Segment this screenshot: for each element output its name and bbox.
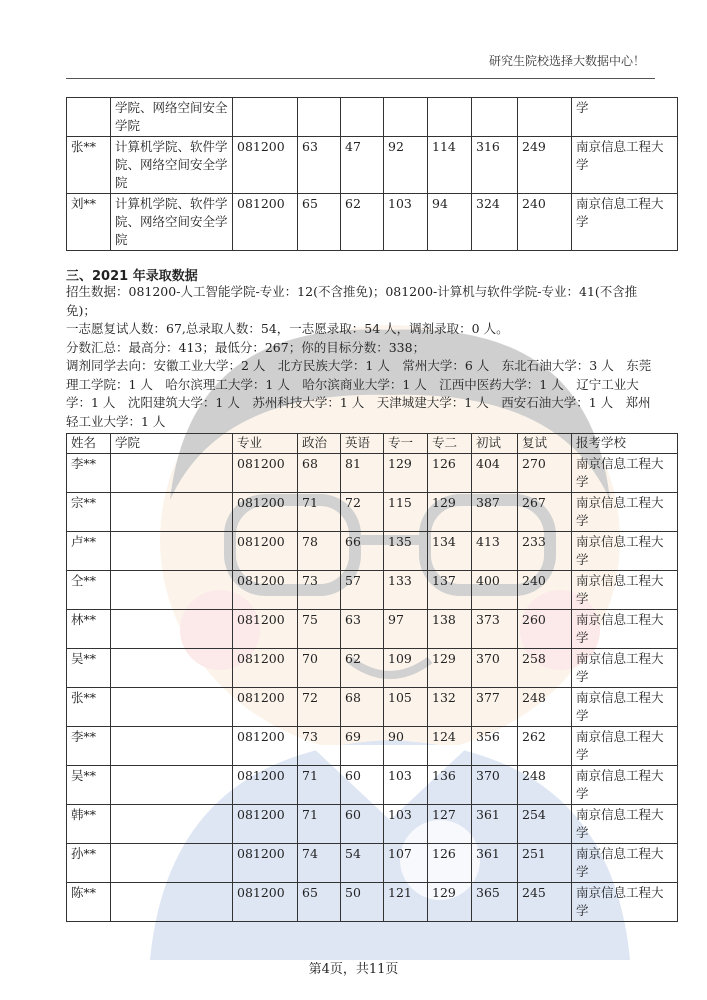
cell-subj2: 94 — [428, 194, 472, 251]
cell-english: 72 — [341, 493, 384, 532]
cell-subj1: 133 — [384, 571, 428, 610]
cell-college — [111, 493, 233, 532]
cell-major: 081200 — [233, 571, 298, 610]
cell-major: 081200 — [233, 883, 298, 922]
cell-politics: 70 — [298, 649, 341, 688]
cell-subj1: 103 — [384, 194, 428, 251]
table-row — [67, 493, 678, 532]
score-summary-line: 分数汇总：最高分：413；最低分：267；你的目标分数：338； — [66, 339, 426, 355]
cell-initial: 初试 — [472, 434, 518, 454]
cell-name: 刘** — [67, 194, 111, 251]
table-row — [67, 844, 678, 883]
header-divider — [66, 78, 655, 79]
cell-initial: 373 — [472, 610, 518, 649]
cell-college: 计算机学院、软件学院、网络空间安全学院 — [111, 137, 233, 194]
cell-name: 宗** — [67, 493, 111, 532]
cell-english: 60 — [341, 766, 384, 805]
cell-name: 陈** — [67, 883, 111, 922]
cell-subj1: 92 — [384, 137, 428, 194]
cell-school: 南京信息工程大学 — [572, 137, 678, 194]
page-footer: 第4页，共11页 — [308, 962, 399, 977]
cell-politics: 71 — [298, 805, 341, 844]
cell-politics: 71 — [298, 493, 341, 532]
cell-retest: 254 — [518, 805, 572, 844]
cell-school: 南京信息工程大学 — [572, 805, 678, 844]
cell-school: 学 — [572, 98, 678, 137]
cell-politics: 68 — [298, 454, 341, 493]
cell-initial — [472, 98, 518, 137]
table-row — [67, 571, 678, 610]
cell-major: 081200 — [233, 493, 298, 532]
cell-major: 081200 — [233, 454, 298, 493]
cell-school: 南京信息工程大学 — [572, 194, 678, 251]
cell-subj2: 137 — [428, 571, 472, 610]
cell-english — [341, 98, 384, 137]
cell-politics — [298, 98, 341, 137]
cell-major: 081200 — [233, 688, 298, 727]
cell-retest: 233 — [518, 532, 572, 571]
cell-initial: 361 — [472, 844, 518, 883]
cell-retest: 251 — [518, 844, 572, 883]
cell-initial: 404 — [472, 454, 518, 493]
cell-english: 62 — [341, 649, 384, 688]
cell-english: 68 — [341, 688, 384, 727]
table-row — [67, 805, 678, 844]
cell-politics: 73 — [298, 571, 341, 610]
cell-major: 081200 — [233, 805, 298, 844]
header-note: 研究生院校选择大数据中心！ — [488, 54, 645, 68]
cell-english: 81 — [341, 454, 384, 493]
cell-major: 081200 — [233, 727, 298, 766]
section-info — [66, 283, 656, 431]
cell-name: 李** — [67, 454, 111, 493]
cell-initial: 370 — [472, 766, 518, 805]
cell-initial: 365 — [472, 883, 518, 922]
cell-name: 李** — [67, 727, 111, 766]
cell-major: 081200 — [233, 194, 298, 251]
cell-name: 吴** — [67, 649, 111, 688]
cell-school: 南京信息工程大学 — [572, 610, 678, 649]
cell-name: 仝** — [67, 571, 111, 610]
cell-initial: 356 — [472, 727, 518, 766]
cell-college — [111, 883, 233, 922]
cell-english: 47 — [341, 137, 384, 194]
cell-initial: 370 — [472, 649, 518, 688]
table-row — [67, 883, 678, 922]
cell-major: 081200 — [233, 766, 298, 805]
cell-subj2: 127 — [428, 805, 472, 844]
cell-retest: 260 — [518, 610, 572, 649]
cell-english: 54 — [341, 844, 384, 883]
cell-major: 专业 — [233, 434, 298, 454]
cell-english: 英语 — [341, 434, 384, 454]
transfer-destination-line: 调剂同学去向：安徽工业大学：2 人 北方民族大学：1 人 常州大学：6 人 东北石油大学：3 人 东莞理工学院：1 人 哈尔滨理工大学：1 人 哈尔滨商业大学：1 人 江西中医药大学：1 人 辽宁工业大学：1 人 沈阳建筑大学：1 人 苏州科技大学：1 人 天津城建大学：1 人 西安石油大学：1 人 郑州轻工业大学：1 人 — [66, 358, 652, 429]
table-row — [67, 766, 678, 805]
cell-retest — [518, 98, 572, 137]
cell-initial: 413 — [472, 532, 518, 571]
cell-subj2: 114 — [428, 137, 472, 194]
cell-subj1: 103 — [384, 766, 428, 805]
cell-retest: 258 — [518, 649, 572, 688]
table-row — [67, 454, 678, 493]
cell-college — [111, 688, 233, 727]
table-row — [67, 610, 678, 649]
cell-school: 南京信息工程大学 — [572, 532, 678, 571]
cell-english: 57 — [341, 571, 384, 610]
cell-subj2: 129 — [428, 493, 472, 532]
cell-subj1: 129 — [384, 454, 428, 493]
cell-subj2: 专二 — [428, 434, 472, 454]
cell-subj2: 132 — [428, 688, 472, 727]
admission-table-2021 — [66, 433, 678, 922]
cell-school: 南京信息工程大学 — [572, 883, 678, 922]
cell-college: 计算机学院、软件学院、网络空间安全学院 — [111, 194, 233, 251]
cell-retest: 270 — [518, 454, 572, 493]
cell-college — [111, 532, 233, 571]
cell-major: 081200 — [233, 532, 298, 571]
cell-college — [111, 649, 233, 688]
cell-politics: 75 — [298, 610, 341, 649]
cell-retest: 249 — [518, 137, 572, 194]
cell-name: 张** — [67, 688, 111, 727]
cell-school: 南京信息工程大学 — [572, 649, 678, 688]
cell-college — [111, 805, 233, 844]
cell-politics: 72 — [298, 688, 341, 727]
cell-subj2: 134 — [428, 532, 472, 571]
cell-major: 081200 — [233, 610, 298, 649]
cell-english: 69 — [341, 727, 384, 766]
cell-subj1: 135 — [384, 532, 428, 571]
cell-subj1 — [384, 98, 428, 137]
table-header-row — [67, 434, 678, 454]
cell-subj2: 126 — [428, 454, 472, 493]
cell-initial: 387 — [472, 493, 518, 532]
cell-name: 吴** — [67, 766, 111, 805]
cell-retest: 复试 — [518, 434, 572, 454]
cell-subj2: 129 — [428, 883, 472, 922]
cell-college — [111, 727, 233, 766]
table-row — [67, 137, 678, 194]
table-row — [67, 727, 678, 766]
cell-major: 081200 — [233, 137, 298, 194]
cell-name — [67, 98, 111, 137]
cell-school: 南京信息工程大学 — [572, 844, 678, 883]
cell-english: 50 — [341, 883, 384, 922]
cell-subj2: 126 — [428, 844, 472, 883]
cell-major: 081200 — [233, 844, 298, 883]
cell-initial: 316 — [472, 137, 518, 194]
cell-subj1: 105 — [384, 688, 428, 727]
cell-college — [111, 610, 233, 649]
cell-retest: 245 — [518, 883, 572, 922]
cell-name: 韩** — [67, 805, 111, 844]
cell-initial: 400 — [472, 571, 518, 610]
cell-college: 学院 — [111, 434, 233, 454]
enrollment-line: 招生数据：081200-人工智能学院-专业：12(不含推免)；081200-计算机与软件学院-专业：41(不含推免)； — [66, 284, 638, 318]
cell-subj1: 121 — [384, 883, 428, 922]
table-row — [67, 98, 678, 137]
cell-school: 南京信息工程大学 — [572, 571, 678, 610]
cell-politics: 71 — [298, 766, 341, 805]
cell-retest: 240 — [518, 194, 572, 251]
cell-initial: 324 — [472, 194, 518, 251]
cell-major — [233, 98, 298, 137]
cell-school: 南京信息工程大学 — [572, 493, 678, 532]
cell-school: 南京信息工程大学 — [572, 727, 678, 766]
cell-english: 63 — [341, 610, 384, 649]
admission-table-continued — [66, 97, 678, 251]
cell-college — [111, 844, 233, 883]
cell-english: 62 — [341, 194, 384, 251]
cell-subj2: 136 — [428, 766, 472, 805]
cell-subj1: 115 — [384, 493, 428, 532]
cell-retest: 248 — [518, 688, 572, 727]
cell-name: 孙** — [67, 844, 111, 883]
cell-politics: 65 — [298, 194, 341, 251]
cell-subj2: 129 — [428, 649, 472, 688]
cell-subj1: 专一 — [384, 434, 428, 454]
cell-subj1: 90 — [384, 727, 428, 766]
cell-politics: 政治 — [298, 434, 341, 454]
cell-college — [111, 571, 233, 610]
cell-school: 南京信息工程大学 — [572, 766, 678, 805]
cell-politics: 73 — [298, 727, 341, 766]
cell-initial: 377 — [472, 688, 518, 727]
cell-school: 报考学校 — [572, 434, 678, 454]
cell-major: 081200 — [233, 649, 298, 688]
cell-subj2 — [428, 98, 472, 137]
cell-subj1: 97 — [384, 610, 428, 649]
cell-college — [111, 766, 233, 805]
cell-subj1: 103 — [384, 805, 428, 844]
cell-politics: 65 — [298, 883, 341, 922]
cell-college — [111, 454, 233, 493]
cell-name: 姓名 — [67, 434, 111, 454]
table-row — [67, 688, 678, 727]
cell-subj2: 138 — [428, 610, 472, 649]
cell-retest: 267 — [518, 493, 572, 532]
cell-retest: 248 — [518, 766, 572, 805]
cell-school: 南京信息工程大学 — [572, 688, 678, 727]
cell-politics: 74 — [298, 844, 341, 883]
cell-subj1: 107 — [384, 844, 428, 883]
cell-college: 学院、网络空间安全学院 — [111, 98, 233, 137]
cell-english: 66 — [341, 532, 384, 571]
cell-english: 60 — [341, 805, 384, 844]
cell-politics: 63 — [298, 137, 341, 194]
cell-subj2: 124 — [428, 727, 472, 766]
cell-name: 林** — [67, 610, 111, 649]
cell-initial: 361 — [472, 805, 518, 844]
retest-count-line: 一志愿复试人数：67,总录取人数：54，一志愿录取：54 人，调剂录取：0 人。 — [66, 321, 509, 336]
cell-retest: 240 — [518, 571, 572, 610]
section-title: 三、2021 年录取数据 — [66, 269, 198, 284]
table-row — [67, 194, 678, 251]
cell-retest: 262 — [518, 727, 572, 766]
cell-politics: 78 — [298, 532, 341, 571]
table-row — [67, 532, 678, 571]
cell-name: 卢** — [67, 532, 111, 571]
cell-name: 张** — [67, 137, 111, 194]
table-row — [67, 649, 678, 688]
cell-subj1: 109 — [384, 649, 428, 688]
cell-school: 南京信息工程大学 — [572, 454, 678, 493]
